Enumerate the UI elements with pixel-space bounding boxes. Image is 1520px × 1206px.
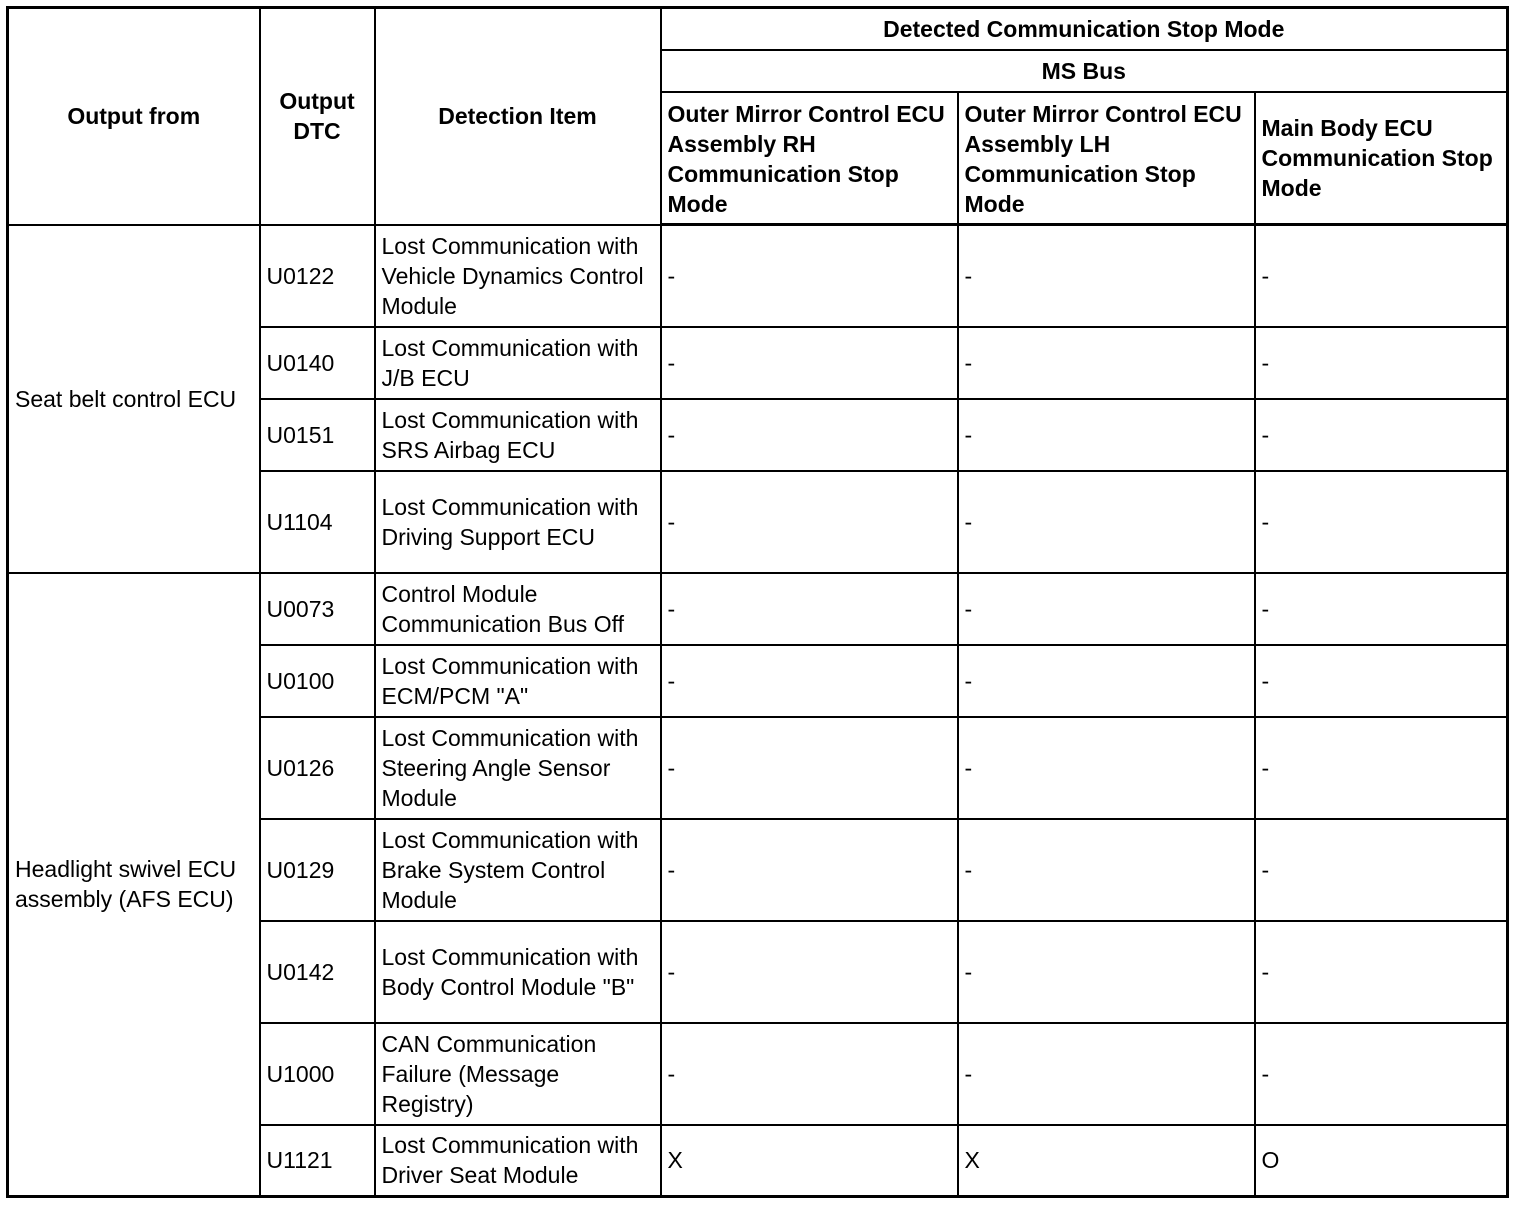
mode-rh-cell: - xyxy=(661,327,958,399)
mode-rh-cell: - xyxy=(661,471,958,573)
dtc-cell: U0129 xyxy=(260,819,375,921)
mode-rh-cell: - xyxy=(661,399,958,471)
mode-rh-cell: - xyxy=(661,645,958,717)
mode-main-body-cell: - xyxy=(1255,471,1508,573)
mode-main-body-cell: - xyxy=(1255,819,1508,921)
mode-main-body-cell: - xyxy=(1255,225,1508,327)
dtc-cell: U0140 xyxy=(260,327,375,399)
mode-rh-cell: - xyxy=(661,225,958,327)
detection-item-cell: Lost Communication with SRS Airbag ECU xyxy=(375,399,661,471)
mode-main-body-cell: - xyxy=(1255,717,1508,819)
mode-main-body-cell: - xyxy=(1255,573,1508,645)
detection-item-cell: Lost Communication with ECM/PCM "A" xyxy=(375,645,661,717)
mode-lh-cell: - xyxy=(958,717,1255,819)
dtc-cell: U0100 xyxy=(260,645,375,717)
header-output-dtc: Output DTC xyxy=(260,8,375,225)
mode-lh-cell: - xyxy=(958,573,1255,645)
detection-item-cell: Lost Communication with Brake System Control Module xyxy=(375,819,661,921)
header-mode-main-body: Main Body ECU Communication Stop Mode xyxy=(1255,92,1508,225)
mode-lh-cell: - xyxy=(958,327,1255,399)
mode-main-body-cell: - xyxy=(1255,645,1508,717)
mode-rh-cell: - xyxy=(661,717,958,819)
mode-rh-cell: - xyxy=(661,1023,958,1125)
detection-item-cell: Lost Communication with J/B ECU xyxy=(375,327,661,399)
dtc-cell: U0142 xyxy=(260,921,375,1023)
mode-main-body-cell: O xyxy=(1255,1125,1508,1197)
detection-item-cell: Lost Communication with Steering Angle Sensor Module xyxy=(375,717,661,819)
detection-item-cell: Lost Communication with Body Control Module "B" xyxy=(375,921,661,1023)
mode-lh-cell: X xyxy=(958,1125,1255,1197)
dtc-cell: U0151 xyxy=(260,399,375,471)
detection-item-cell: Lost Communication with Driver Seat Module xyxy=(375,1125,661,1197)
dtc-table xyxy=(6,6,1509,1198)
mode-main-body-cell: - xyxy=(1255,921,1508,1023)
detection-item-cell: CAN Communication Failure (Message Registry) xyxy=(375,1023,661,1125)
mode-rh-cell: - xyxy=(661,819,958,921)
mode-rh-cell: - xyxy=(661,573,958,645)
dtc-cell: U1000 xyxy=(260,1023,375,1125)
header-output-from: Output from xyxy=(8,8,260,225)
dtc-cell: U0073 xyxy=(260,573,375,645)
output-from-cell: Seat belt control ECU xyxy=(8,225,260,573)
mode-lh-cell: - xyxy=(958,645,1255,717)
detection-item-cell: Lost Communication with Vehicle Dynamics Control Module xyxy=(375,225,661,327)
mode-main-body-cell: - xyxy=(1255,1023,1508,1125)
table-row xyxy=(8,225,1508,327)
table-row xyxy=(8,573,1508,645)
mode-lh-cell: - xyxy=(958,225,1255,327)
output-from-cell: Headlight swivel ECU assembly (AFS ECU) xyxy=(8,573,260,1197)
mode-main-body-cell: - xyxy=(1255,327,1508,399)
header-detection-item: Detection Item xyxy=(375,8,661,225)
header-mode-rh: Outer Mirror Control ECU Assembly RH Communication Stop Mode xyxy=(661,92,958,225)
detection-item-cell: Control Module Communication Bus Off xyxy=(375,573,661,645)
header-mode-lh: Outer Mirror Control ECU Assembly LH Communication Stop Mode xyxy=(958,92,1255,225)
mode-rh-cell: - xyxy=(661,921,958,1023)
mode-lh-cell: - xyxy=(958,819,1255,921)
mode-lh-cell: - xyxy=(958,921,1255,1023)
mode-lh-cell: - xyxy=(958,471,1255,573)
mode-main-body-cell: - xyxy=(1255,399,1508,471)
dtc-cell: U0122 xyxy=(260,225,375,327)
dtc-cell: U1104 xyxy=(260,471,375,573)
dtc-cell: U1121 xyxy=(260,1125,375,1197)
dtc-cell: U0126 xyxy=(260,717,375,819)
detection-item-cell: Lost Communication with Driving Support ECU xyxy=(375,471,661,573)
mode-lh-cell: - xyxy=(958,1023,1255,1125)
header-detected-mode: Detected Communication Stop Mode xyxy=(661,8,1508,50)
mode-lh-cell: - xyxy=(958,399,1255,471)
header-bus: MS Bus xyxy=(661,50,1508,92)
mode-rh-cell: X xyxy=(661,1125,958,1197)
